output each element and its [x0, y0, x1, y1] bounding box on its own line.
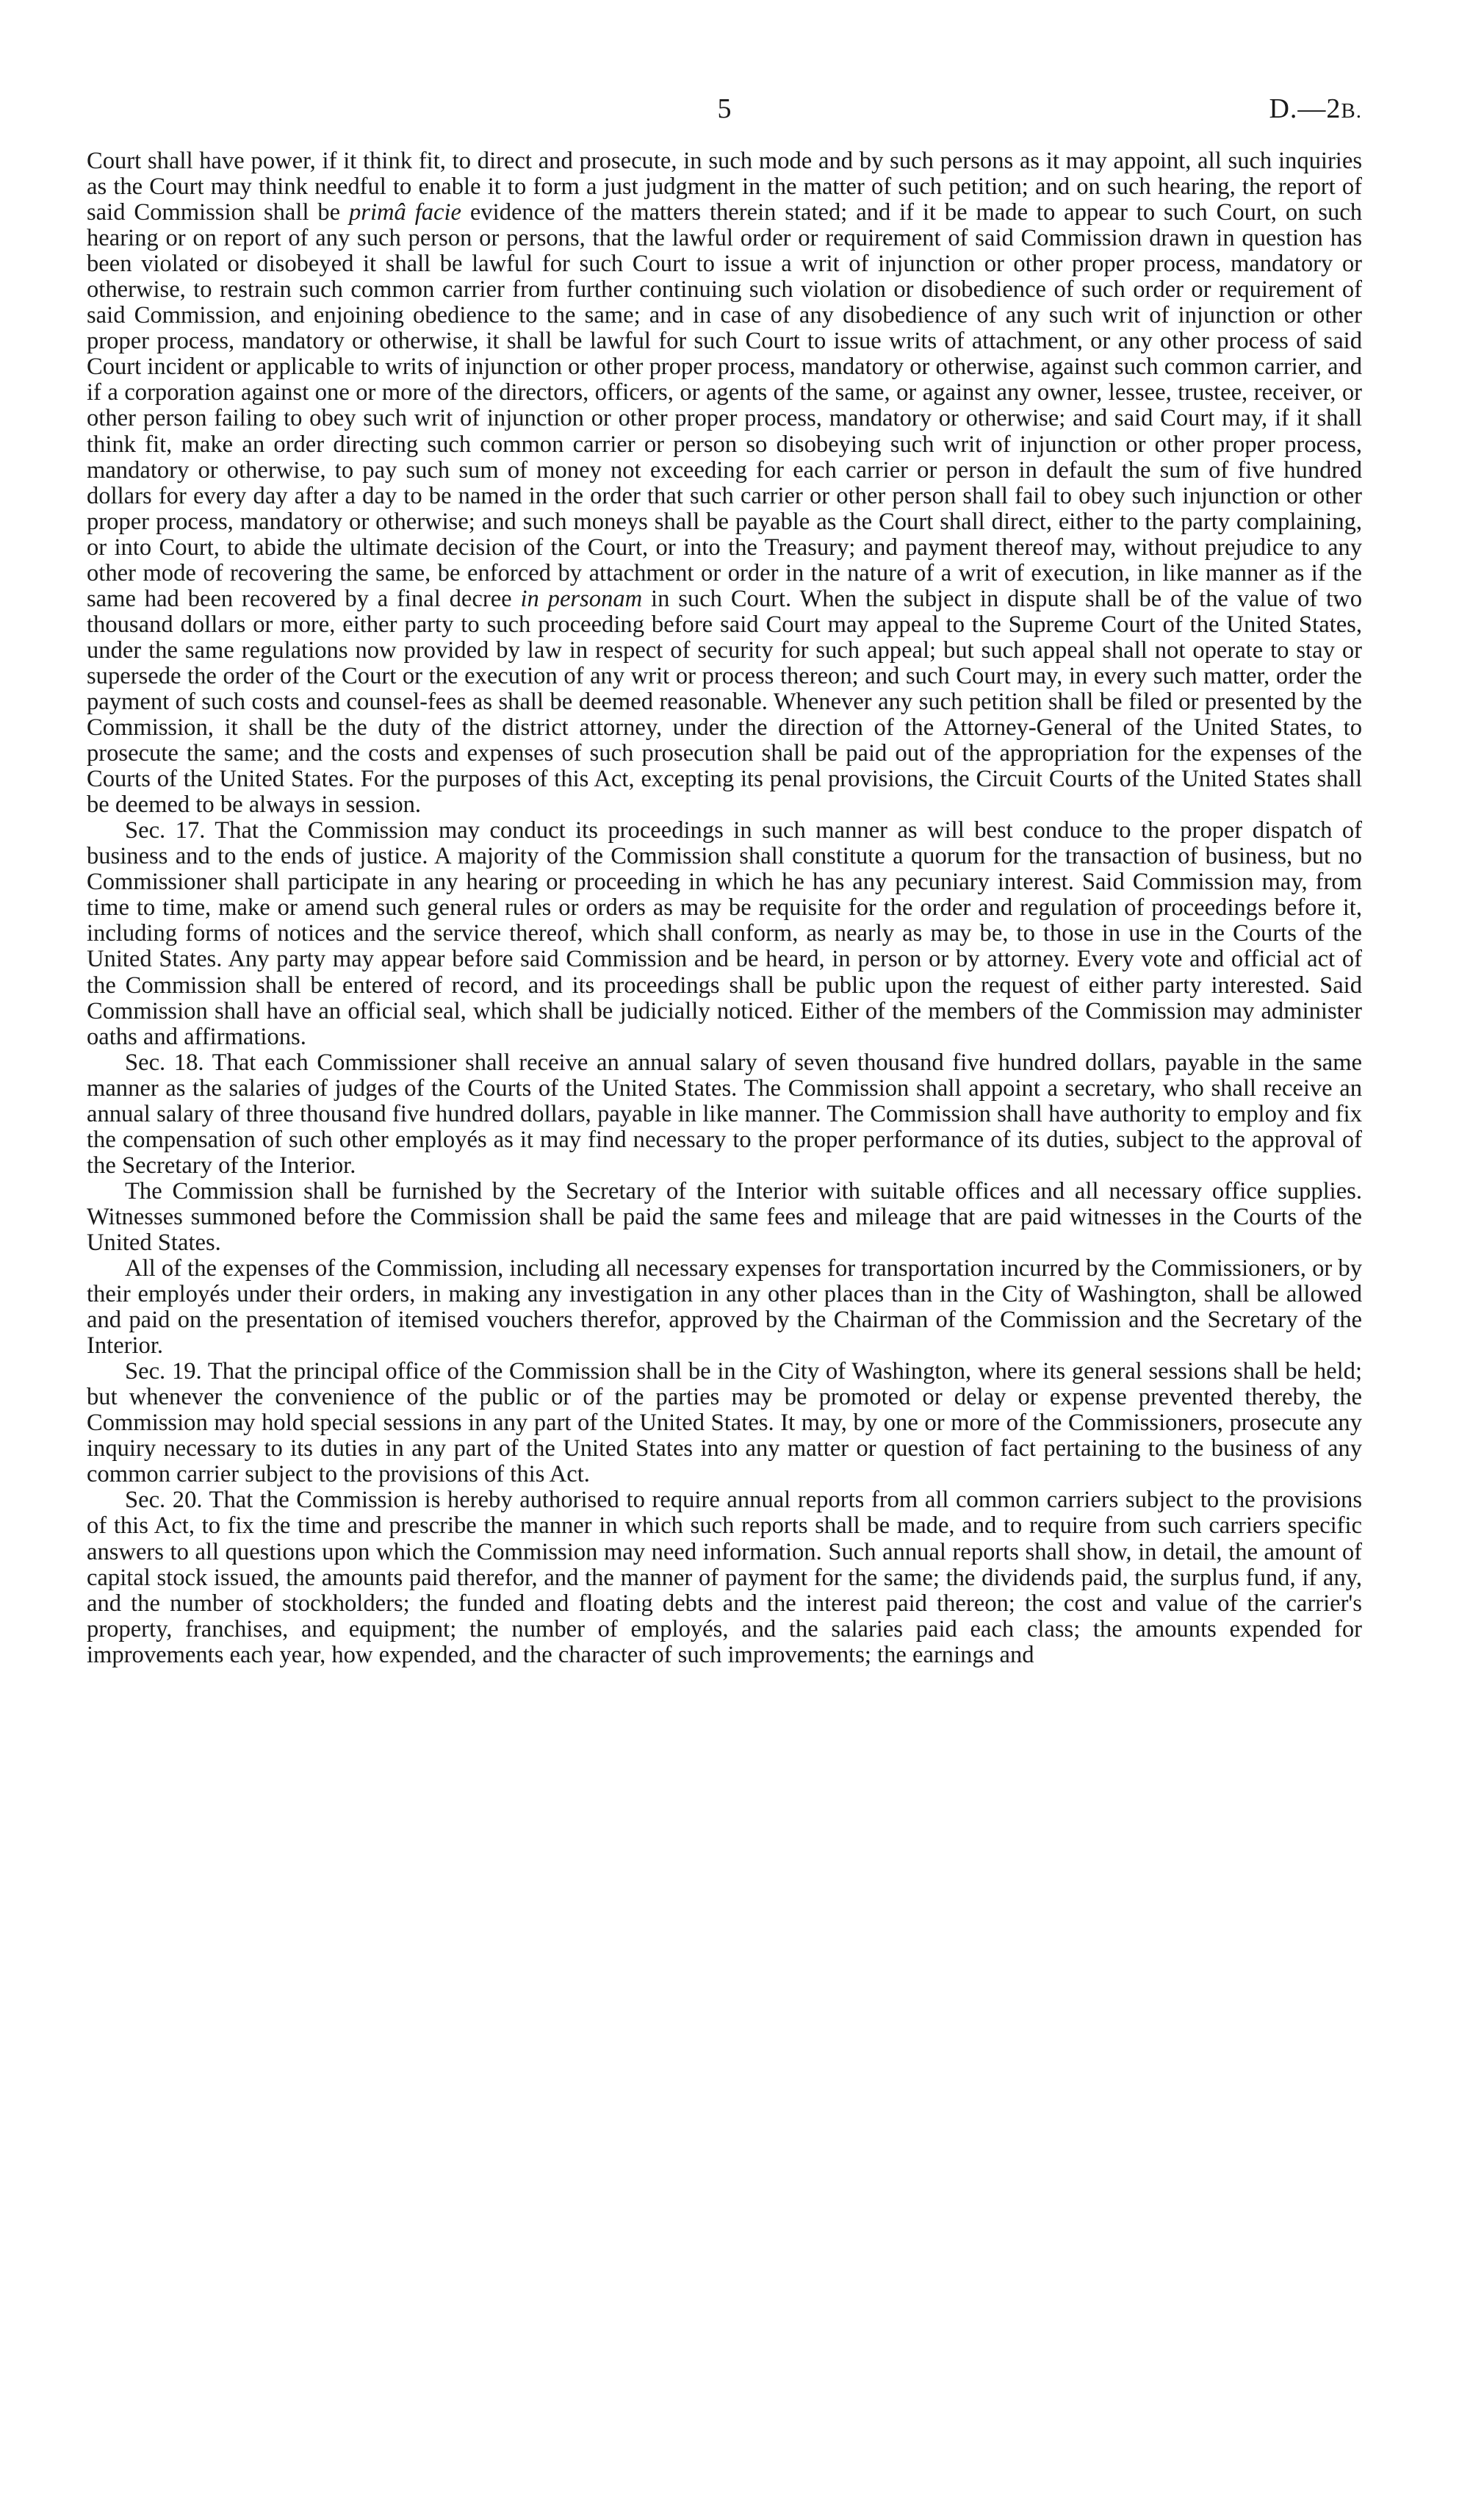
- text-run: All of the expenses of the Commission, including all necessary expenses for transportation incurred by the Commissioners, or by their employés under their orders, in making any investigation in any other places than in the City of Washington, shall be allowed and paid on the presentation of itemised vouchers therefor, approved by the Chairman of the Commission and the Secretary of the Interior.: [87, 1255, 1362, 1360]
- paragraph-continuation: [87, 148, 1362, 818]
- text-run: Sec. 20. That the Commission is hereby authorised to require annual reports from all common carriers subject to the provisions of this Act, to fix the time and prescribe the manner in which such reports shall be made, and to require from such carriers specific answers to all questions upon which the Commission may need information. Such annual reports shall show, in detail, the amount of capital stock issued, the amounts paid therefor, and the manner of payment for the same; the dividends paid, the surplus fund, if any, and the number of stockholders; the funded and floating debts and the interest paid thereon; the cost and value of the carrier's property, franchises, and equipment; the number of employés, and the salaries paid each class; the amounts expended for improvements each year, how expended, and the character of such improvements; the earnings and: [87, 1487, 1362, 1668]
- text-run: The Commission shall be furnished by the Secretary of the Interior with suitable offices and all necessary office supplies. Witnesses summoned before the Commission shall be paid the same fees and mileage that are paid witnesses in the Courts of the United States.: [87, 1177, 1362, 1256]
- document-reference-main: D.—2: [1269, 93, 1341, 124]
- italic-term: primâ facie: [348, 199, 462, 226]
- paragraph-office-supplies: [87, 1179, 1362, 1256]
- text-run: evidence of the matters therein stated; and if it be made to appear to such Court, on such hearing or on report of any such person or persons, that the lawful order or requirement of said Commission drawn in question has been violated or disobeyed it shall be lawful for such Court to issue a writ of injunction or other proper process, mandatory or otherwise, to restrain such common carrier from further continuing such violation or disobedience of such order or requirement of said Commission, and enjoining obedience to the same; and in case of any disobedience of any such writ of injunction or other proper process, mandatory or otherwise, it shall be lawful for such Court to issue writs of attachment, or any other process of said Court incident or applicable to writs of injunction or other proper process, mandatory or otherwise, against such common carrier, and if a corporation against one or more of the directors, officers, or agents of the same, or against any owner, lessee, trustee, receiver, or other person failing to obey such writ of injunction or other proper process, mandatory or otherwise; and said Court may, if it shall think fit, make an order directing such common carrier or person so disobeying such writ of injunction or other proper process, mandatory or otherwise, to pay such sum of money not exceeding for each carrier or person in default the sum of five hundred dollars for every day after a day to be named in the order that such carrier or other person shall fail to obey such injunction or other proper process, mandatory or otherwise; and such moneys shall be payable as the Court shall direct, either to the party complaining, or into Court, to abide the ultimate decision of the Court, or into the Treasury; and payment thereof may, without prejudice to any other mode of recovering the same, be enforced by attachment or order in the nature of a writ of execution, in like manner as if the same had been recovered by a final decree: [87, 199, 1362, 612]
- paragraph-expenses: [87, 1256, 1362, 1359]
- text-run: in such Court. When the subject in dispute shall be of the value of two thousand dollars or more, either party to such proceeding before said Court may appeal to the Supreme Court of the United States, under the same regulations now provided by law in respect of security for such appeal; but such appeal shall not operate to stay or supersede the order of the Court or the execution of any writ or process thereon; and such Court may, in every such matter, order the payment of such costs and counsel-fees as shall be deemed reasonable. Whenever any such petition shall be filed or presented by the Commission, it shall be the duty of the district attorney, under the direction of the Attorney-General of the United States, to prosecute the same; and the costs and expenses of such prosecution shall be paid out of the appropriation for the expenses of the Courts of the United States. For the purposes of this Act, excepting its penal provisions, the Circuit Courts of the United States shall be deemed to be always in session.: [87, 585, 1362, 819]
- paragraph-sec-19: [87, 1359, 1362, 1487]
- paragraph-sec-20: [87, 1487, 1362, 1667]
- document-reference-suffix: B.: [1341, 99, 1362, 123]
- document-reference: [1269, 93, 1362, 125]
- page-number: 5: [717, 93, 732, 124]
- document-page: [87, 88, 1362, 1668]
- text-run: Sec. 17. That the Commission may conduct its proceedings in such manner as will best conduce to the proper dispatch of business and to the ends of justice. A majority of the Commission shall constitute a quorum for the transaction of business, but no Commissioner shall participate in any hearing or proceeding in which he has any pecuniary interest. Said Commission may, from time to time, make or amend such general rules or orders as may be requisite for the order and regulation of proceedings before it, including forms of notices and the service thereof, which shall conform, as nearly as may be, to those in use in the Courts of the United States. Any party may appear before said Commission and be heard, in person or by attorney. Every vote and official act of the Commission shall be entered of record, and its proceedings shall be public upon the request of either party interested. Said Commission shall have an official seal, which shall be judicially noticed. Either of the members of the Commission may administer oaths and affirmations.: [87, 817, 1362, 1050]
- body-text: [87, 148, 1362, 1668]
- paragraph-sec-18: [87, 1050, 1362, 1179]
- text-run: Court shall have power, if it think fit, to direct and prosecute, in such mode and by such persons as it may appoint, all such inquiries as the Court may think needful to enable it to form a just judgment in the matter of such petition; and on such hearing, the report of said Commission shall be: [87, 148, 1362, 226]
- text-run: Sec. 19. That the principal office of the Commission shall be in the City of Washington, where its general sessions shall be held; but whenever the convenience of the public or of the parties may be promoted or delay or expense prevented thereby, the Commission may hold special sessions in any part of the United States. It may, by one or more of the Commissioners, prosecute any inquiry necessary to its duties in any part of the United States into any matter or question of fact pertaining to the business of any common carrier subject to the provisions of this Act.: [87, 1358, 1362, 1488]
- italic-term: in personam: [520, 585, 643, 612]
- paragraph-sec-17: [87, 818, 1362, 1049]
- text-run: Sec. 18. That each Commissioner shall receive an annual salary of seven thousand five hundred dollars, payable in the same manner as the salaries of judges of the Courts of the United States. The Commission shall appoint a secretary, who shall receive an annual salary of three thousand five hundred dollars, payable in like manner. The Commission shall have authority to employ and fix the compensation of such other employés as it may find necessary to the proper performance of its duties, subject to the approval of the Secretary of the Interior.: [87, 1049, 1362, 1179]
- page-header: [87, 88, 1362, 147]
